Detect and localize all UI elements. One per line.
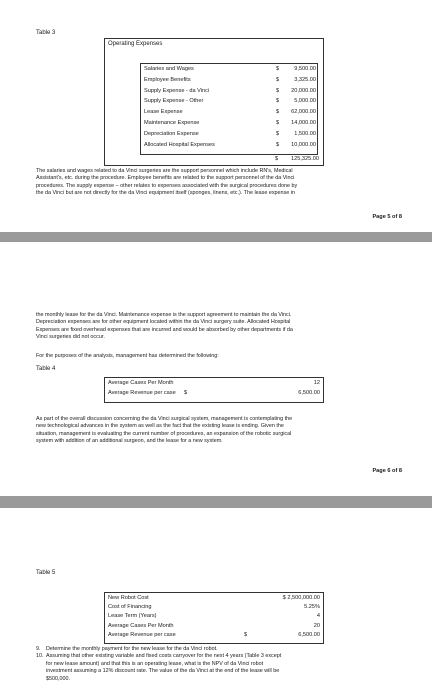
page-separator xyxy=(0,232,432,242)
row-value: 5.25% xyxy=(304,604,320,611)
table-row xyxy=(144,77,314,88)
row-value: 10,000.00 xyxy=(291,141,316,148)
row-currency: $ xyxy=(276,109,280,116)
table-row xyxy=(144,120,314,131)
row-value: $ 2,500,000.00 xyxy=(282,595,320,601)
row-value: 62,000.00 xyxy=(291,109,316,116)
table-row xyxy=(108,632,320,641)
table-row xyxy=(144,131,314,142)
questions-list xyxy=(36,646,406,683)
management-discussion-paragraph xyxy=(36,416,398,446)
row-value: 4 xyxy=(316,613,320,620)
row-label: Average Cases Per Month xyxy=(108,380,174,386)
expenses-inner-table xyxy=(140,63,318,155)
page-number: Page 5 of 8 xyxy=(372,214,402,220)
document-page-7 xyxy=(0,508,432,700)
row-value: 9,500.00 xyxy=(294,66,316,72)
row-label: Lease Term (Years) xyxy=(108,613,157,620)
row-label: Lease Expense xyxy=(144,109,183,116)
paragraph-line: Vinci surgeries did not occur. xyxy=(36,334,105,341)
expenses-description-paragraph xyxy=(36,168,398,198)
page-number: Page 6 of 8 xyxy=(372,468,402,474)
question-line xyxy=(36,653,406,660)
cases-revenue-table xyxy=(104,377,324,403)
row-currency: $ xyxy=(184,389,188,396)
row-value: 3,325.00 xyxy=(294,76,316,83)
paragraph-line: As part of the overall discussion concerning the da Vinci surgical system, management is contemplating the xyxy=(36,416,293,422)
row-label: Salaries and Wages xyxy=(144,66,194,72)
row-label: Cost of Financing xyxy=(108,604,152,611)
question-text: Determine the monthly payment for the new lease for the da Vinci robot. xyxy=(46,646,218,652)
row-currency: $ xyxy=(276,66,280,72)
row-currency: $ xyxy=(276,98,280,105)
row-label: Average Cases Per Month xyxy=(108,622,174,629)
row-label: New Robot Cost xyxy=(108,595,149,601)
row-value: 20,000.00 xyxy=(291,87,316,94)
paragraph-line: The salaries and wages related to da Vinci surgeries are the support personnel which include RN's, Medical xyxy=(36,168,293,174)
row-currency: $ xyxy=(276,130,280,137)
table-row xyxy=(144,66,314,77)
row-currency: $ xyxy=(244,631,248,638)
operating-expenses-table xyxy=(104,38,324,166)
table-row xyxy=(144,109,314,120)
row-label: Average Revenue per case xyxy=(108,631,176,638)
question-number: 10. xyxy=(36,653,44,660)
question-line xyxy=(36,676,406,683)
document-page-6 xyxy=(0,242,432,496)
paragraph-line: new technological advances in the system as well as the fact that the existing lease is ending. Given the xyxy=(36,423,284,430)
total-value: 125,325.00 xyxy=(291,156,319,162)
table-title: Operating Expenses xyxy=(108,41,163,47)
row-value: 20 xyxy=(313,622,320,629)
row-label: Supply Expense - da Vinci xyxy=(144,87,210,94)
row-value: 14,000.00 xyxy=(291,120,316,126)
table-row xyxy=(108,613,320,622)
row-currency: $ xyxy=(276,141,280,148)
row-label: Depreciation Expense xyxy=(144,130,199,137)
question-text: investment assuming a 12% discount rate. The value of the da Vinci at the end of the lease will be xyxy=(46,668,280,675)
row-currency: $ xyxy=(276,76,280,83)
row-value: 5,000.00 xyxy=(294,98,316,105)
row-value: 1,500.00 xyxy=(294,130,316,137)
question-text: $500,000. xyxy=(46,675,70,682)
table-row xyxy=(144,98,314,109)
row-label: Allocated Hospital Expenses xyxy=(144,141,215,148)
row-label: Average Revenue per case xyxy=(108,389,176,396)
table-row xyxy=(144,142,314,153)
question-line xyxy=(36,661,406,668)
row-value: 12 xyxy=(313,380,320,386)
question-line xyxy=(36,646,406,653)
document-page-5 xyxy=(0,0,432,232)
row-value: 6,500.00 xyxy=(298,631,320,638)
paragraph-line: situation, management is evaluating the current number of procedures, an expansion of the robotic surgical xyxy=(36,430,292,437)
row-currency: $ xyxy=(276,87,280,94)
paragraph-line: the monthly lease for the da Vinci. Maintenance expense is the support agreement to maintain the da Vinci. xyxy=(36,312,292,318)
table-row xyxy=(144,88,314,99)
row-label: Employee Benefits xyxy=(144,76,191,83)
table-row xyxy=(108,595,320,604)
paragraph-line: the da Vinci but are not directly for the da Vinci equipment itself (sponges, linens, etc.). The lease expense in xyxy=(36,190,295,197)
paragraph-line: Assistant's, etc. during the procedure. Employee benefits are related to the support personnel of the da Vinci xyxy=(36,175,295,182)
total-currency: $ xyxy=(275,156,279,162)
question-line xyxy=(36,668,406,675)
row-value: 6,500.00 xyxy=(298,389,320,396)
table-row xyxy=(108,380,320,390)
question-number: 9. xyxy=(36,646,41,652)
new-robot-table xyxy=(104,592,324,644)
row-label: Maintenance Expense xyxy=(144,120,200,126)
table-row xyxy=(108,623,320,632)
row-currency: $ xyxy=(276,120,280,126)
question-text: for new lease amount) and that this is an operating lease, what is the NPV of da Vinci robot xyxy=(46,660,264,667)
analysis-intro: For the purposes of the analysis, management has determined the following: xyxy=(36,353,219,359)
table-3-label: Table 3 xyxy=(36,30,56,36)
expenses-continued-paragraph xyxy=(36,312,398,342)
paragraph-line: Expenses are fixed overhead expenses that are incurred and would be absorbed by other departments if da xyxy=(36,326,293,333)
row-label: Supply Expense - Other xyxy=(144,98,204,105)
table-5-label: Table 5 xyxy=(36,570,56,576)
table-row xyxy=(108,390,320,400)
table-4-label: Table 4 xyxy=(36,366,56,372)
paragraph-line: system with addition of an additional surgeon, and the lease for a new system. xyxy=(36,438,223,445)
paragraph-line: procedures. The supply expense – other relates to expenses associated with the surgical procedures done by xyxy=(36,182,298,189)
page-separator xyxy=(0,496,432,508)
paragraph-line: Depreciation expenses are for other equipment located within the da Vinci surgery suite. Allocated Hospital xyxy=(36,319,291,326)
table-row xyxy=(108,604,320,613)
question-text: Assuming that other existing variable and fixed costs carryover for the next 4 years (Table 3 except xyxy=(46,653,282,660)
